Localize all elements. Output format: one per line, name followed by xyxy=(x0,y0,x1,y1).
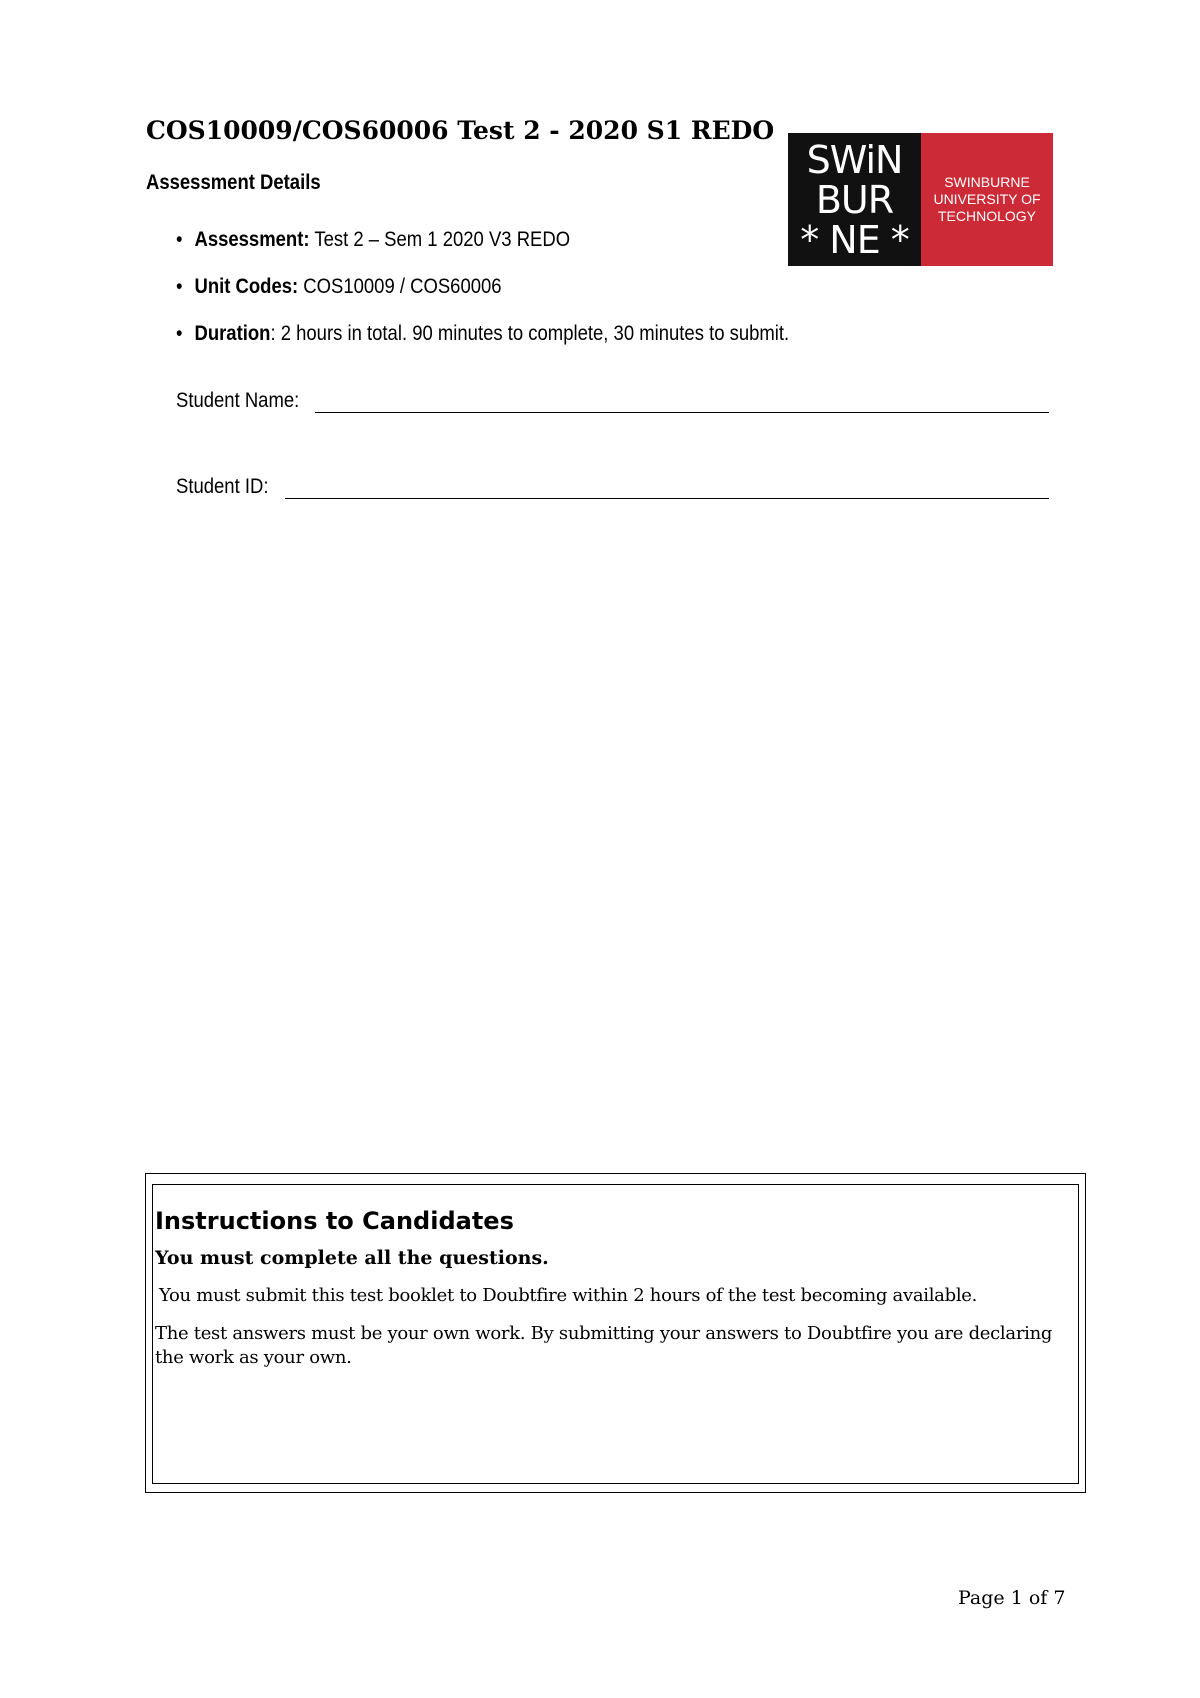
student-name-input-line[interactable] xyxy=(315,412,1049,413)
detail-label: Unit Codes: xyxy=(194,275,299,298)
instructions-box xyxy=(145,1173,1086,1493)
logo-name-line: UNIVERSITY OF xyxy=(933,191,1041,207)
document-title: COS10009/COS60006 Test 2 - 2020 S1 REDO xyxy=(146,116,775,145)
student-id-label: Student ID: xyxy=(176,475,269,498)
detail-label: Duration xyxy=(194,322,271,345)
detail-value: Test 2 – Sem 1 2020 V3 REDO xyxy=(309,228,571,251)
instructions-paragraph: The test answers must be your own work. By submitting your answers to Doubtfire you are declaring the work as your own. xyxy=(155,1323,1053,1368)
detail-value: COS10009 / COS60006 xyxy=(298,275,502,298)
detail-item-unit-codes xyxy=(176,275,789,322)
instructions-paragraph: You must submit this test booklet to Doubtfire within 2 hours of the test becoming available. xyxy=(159,1285,978,1306)
student-name-label: Student Name: xyxy=(176,389,300,412)
logo-wordmark xyxy=(921,133,1053,266)
section-heading-assessment-details: Assessment Details xyxy=(146,171,321,194)
student-name-row xyxy=(176,389,316,413)
logo-mark-line: BUR xyxy=(815,177,894,222)
detail-item-assessment xyxy=(176,228,789,275)
detail-value: : 2 hours in total. 90 minutes to complete, 30 minutes to submit. xyxy=(270,322,790,345)
assessment-details-list xyxy=(176,228,873,369)
student-id-input-line[interactable] xyxy=(285,498,1049,499)
instructions-title: Instructions to Candidates xyxy=(155,1207,514,1235)
student-id-row xyxy=(176,475,281,499)
logo-name-line: TECHNOLOGY xyxy=(937,208,1036,224)
detail-item-duration xyxy=(176,322,789,369)
page-number: Page 1 of 7 xyxy=(958,1587,1066,1609)
logo-mark-line: * NE * xyxy=(800,217,909,262)
logo-name-line: SWINBURNE xyxy=(944,174,1030,190)
instructions-inner-frame xyxy=(152,1184,1079,1484)
logo-mark-line: SWiN xyxy=(806,137,903,182)
detail-label: Assessment: xyxy=(194,228,310,251)
instructions-bold-line: You must complete all the questions. xyxy=(155,1247,549,1269)
